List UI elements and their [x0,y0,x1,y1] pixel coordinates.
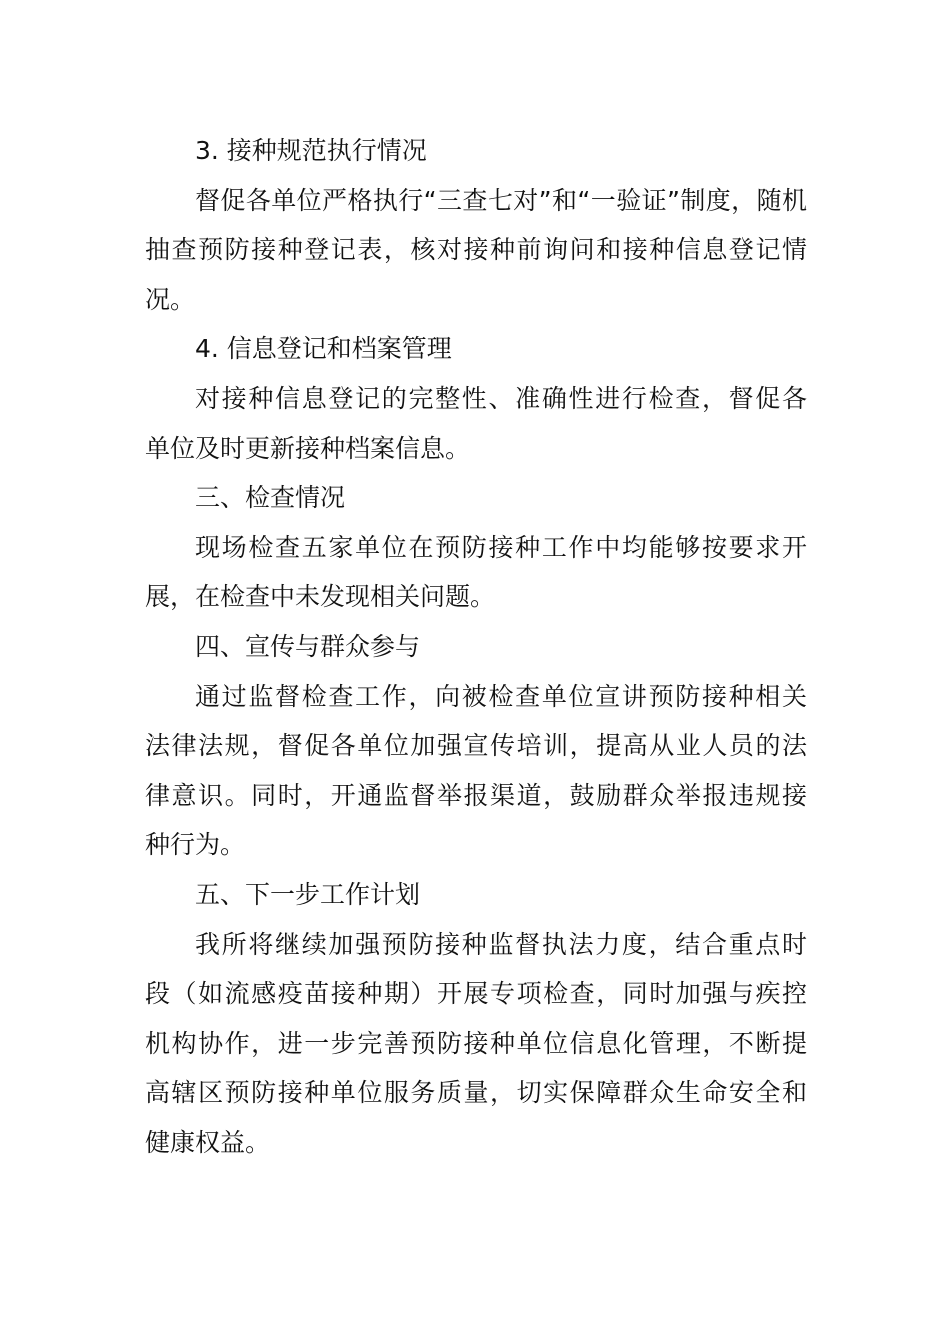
text-line: 法律法规，督促各单位加强宣传培训，提高从业人员的法 [145,731,807,761]
text-line: 3. 接种规范执行情况 [195,136,427,165]
text-line: 三、检查情况 [195,483,346,513]
text-line: 况。 [145,284,196,314]
text-line: 种行为。 [145,830,246,860]
text-line: 抽查预防接种登记表，核对接种前询问和接种信息登记情 [145,235,807,265]
text-line: 通过监督检查工作，向被检查单位宣讲预防接种相关 [195,681,807,711]
text-line: 健康权益。 [145,1127,271,1157]
text-line: 段（如流感疫苗接种期）开展专项检查，同时加强与疾控 [145,979,807,1009]
text-line: 机构协作，进一步完善预防接种单位信息化管理，不断提 [145,1028,807,1058]
text-line: 4. 信息登记和档案管理 [195,334,452,364]
text-line: 五、下一步工作计划 [195,879,421,909]
text-line: 四、宣传与群众参与 [195,631,421,661]
text-line: 单位及时更新接种档案信息。 [145,433,471,463]
document-body [145,126,807,1167]
text-line: 展，在检查中未发现相关问题。 [145,582,496,612]
text-line: 督促各单位严格执行“三查七对”和“一验证”制度，随机 [195,185,807,215]
text-line: 现场检查五家单位在预防接种工作中均能够按要求开 [195,532,807,562]
text-line: 我所将继续加强预防接种监督执法力度，结合重点时 [195,929,807,959]
text-line: 高辖区预防接种单位服务质量，切实保障群众生命安全和 [145,1078,807,1108]
text-line: 对接种信息登记的完整性、准确性进行检查，督促各 [195,383,807,413]
text-line: 律意识。同时，开通监督举报渠道，鼓励群众举报违规接 [145,780,807,810]
